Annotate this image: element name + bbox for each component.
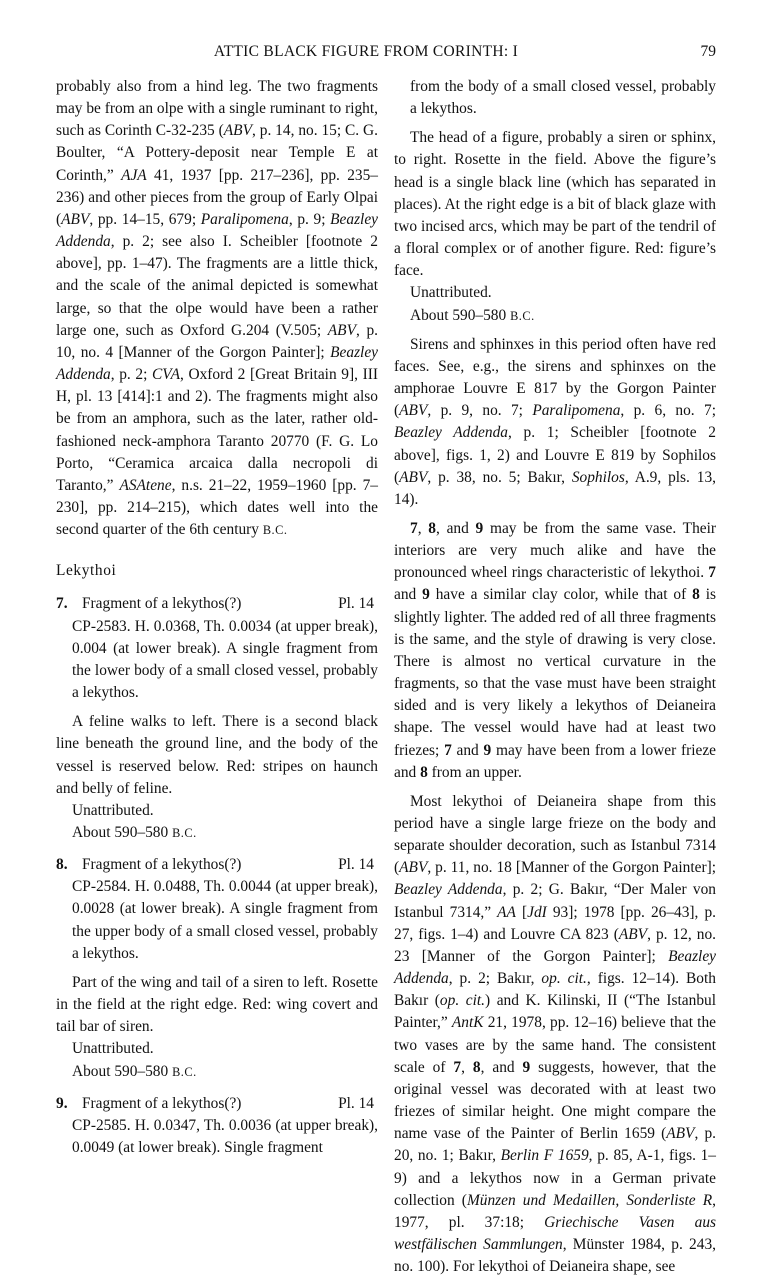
plate-reference: Pl. 14 xyxy=(338,1094,374,1112)
entry-title: Fragment of a lekythos(?) xyxy=(82,856,242,874)
entry-9-text: The head of a figure, probably a siren or sphinx, to right. Rosette in the field. Above the figure’s head is a single black line (which has separated in places). At the right edge is a bit of black glaze with two incised arcs, which may be part of the tendril of a floral complex or of another figure. Red: figure’s face. xyxy=(394,129,716,280)
entry-8-description: CP-2584. H. 0.0488, Th. 0.0044 (at upper break), 0.0028 (at lower break). A single fragment from the upper body of a small closed vessel, probably a lekythos. xyxy=(72,878,378,962)
entry-7-date: About 590–580 B.C. xyxy=(72,824,197,841)
entry-7-heading xyxy=(56,593,378,615)
entry-9-date: About 590–580 B.C. xyxy=(410,306,535,324)
entry-title: Fragment of a lekythos(?) xyxy=(82,595,242,613)
entry-9-attribution: Unattributed. xyxy=(410,284,492,302)
entry-9-description-continued: from the body of a small closed vessel, probably a lekythos. xyxy=(410,78,716,118)
paragraph-same-vase: 7, 8, and 9 may be from the same vase. Their interiors are very much alike and have the pronounced wheel rings characteristic of lekythoi. 7 and 9 have a similar clay color, while that of 8 is slightly lighter. The added red of all three fragments is the same, and the style of drawing is very close. There is almost no vertical curvature in the fragments, so that the vase must have been straight sided and is very likely a lekythos of Deianeira shape. The vessel would have had at least two friezes; 7 and 9 may have been from a lower frieze and 8 from an upper. xyxy=(394,519,717,781)
entry-7-description: CP-2583. H. 0.0368, Th. 0.0034 (at upper break), 0.004 (at lower break). A single fragment from the lower body of a small closed vessel, probably a lekythos. xyxy=(72,617,378,702)
section-heading: Lekythoi xyxy=(56,562,117,580)
entry-7-text: A feline walks to left. There is a second black line beneath the ground line, and the body of the vessel is reserved below. Red: stripes on haunch and belly of feline. xyxy=(56,713,378,797)
left-column xyxy=(56,76,378,1159)
plate-reference: Pl. 14 xyxy=(338,595,374,613)
plate-reference: Pl. 14 xyxy=(338,856,374,874)
entry-8-text: Part of the wing and tail of a siren to left. Rosette in the field at the right edge. Red: wing covert and tail bar of siren. xyxy=(56,973,378,1036)
entry-9-description: CP-2585. H. 0.0347, Th. 0.0036 (at upper break), 0.0049 (at lower break). Single fragment xyxy=(72,1116,378,1157)
entry-number: 7. xyxy=(56,595,68,613)
paragraph-sirens: Sirens and sphinxes in this period often have red faces. See, e.g., the sirens and sphinxes on the amphorae Louvre E 817 by the Gorgon Painter (ABV, p. 9, no. 7; Paralipomena, p. 6, no. 7; Beazley Addenda, p. 1; Scheibler [footnote 2 above], figs. 1, 2) and Louvre E 819 by Sophilos (ABV, p. 38, no. 5; Bakır, Sophilos, A.9, pls. 13, 14). xyxy=(394,335,716,508)
page-number: 79 xyxy=(700,43,716,60)
right-column xyxy=(394,76,716,1278)
paragraph-olpe: probably also from a hind leg. The two fragments may be from an olpe with a single ruminant to right, such as Corinth C-32-235 (ABV, p. 14, no. 15; C. G. Boulter, “A Pottery-deposit near Temple E at Corinth,” AJA 41, 1937 [pp. 217–236], pp. 235–236) and other pieces from the group of Early Olpai (ABV, pp. 14–15, 679; Paralipomena, p. 9; Beazley Addenda, p. 2; see also I. Scheibler [footnote 2 above], pp. 1–47). The fragments are a little thick, and the scale of the animal depicted is somewhat large, so that the olpe would have been a rather large one, such as Oxford G.204 (V.505; ABV, p. 10, no. 4 [Manner of the Gorgon Painter]; Beazley Addenda, p. 2; CVA, Oxford 2 [Great Britain 9], III H, pl. 13 [414]:1 and 2). The fragments might also be from an amphora, such as the later, rather old-fashioned neck-amphora Taranto 20770 (F. G. Lo Porto, “Ceramica arcaica dalla necropoli di Taranto,” ASAtene, n.s. 21–22, 1959–1960 [pp. 7–230], pp. 214–215), which dates well into the second quarter of the 6th century B.C. xyxy=(56,78,378,539)
entry-8-attribution: Unattributed. xyxy=(72,1040,154,1058)
entry-title: Fragment of a lekythos(?) xyxy=(82,1094,242,1112)
running-head: ATTIC BLACK FIGURE FROM CORINTH: I xyxy=(213,43,519,60)
entry-7-attribution: Unattributed. xyxy=(72,801,154,819)
paragraph-deianeira: Most lekythoi of Deianeira shape from this period have a single large frieze on the body and separate shoulder decoration, such as Istanbul 7314 (ABV, p. 11, no. 18 [Manner of the Gorgon Painter]; Beazley Addenda, p. 2; G. Bakır, “Der Maler von Istanbul 7314,” AA [JdI 93]; 1978 [pp. 26–43], p. 27, figs. 1–4) and Louvre CA 823 (ABV, p. 12, no. 23 [Manner of the Gorgon Painter]; Beazley Addenda, p. 2; Bakır, op. cit., figs. 12–14). Both Bakır (op. cit.) and K. Kilinski, II (“The Istanbul Painter,” AntK 21, 1978, pp. 12–16) believe that the two vases are by the same hand. The consistent scale of 7, 8, and 9 suggests, however, that the original vessel was decorated with at least two friezes of similar height. One might compare the name vase of the Painter of Berlin 1659 (ABV, p. 20, no. 1; Bakır, Berlin F 1659, p. 85, A-1, figs. 1–9) and a lekythos now in a German private collection (Münzen und Medaillen, Sonderliste R, 1977, pl. 37:18; Griechische Vasen aus westfälischen Sammlungen, Münster 1984, p. 243, no. 100). For lekythoi of Deianeira shape, see xyxy=(394,792,717,1276)
entry-number: 9. xyxy=(56,1094,68,1112)
page-header xyxy=(56,43,716,67)
entry-8-date: About 590–580 B.C. xyxy=(72,1062,197,1080)
entry-8-heading xyxy=(56,854,378,876)
entry-number: 8. xyxy=(56,856,68,874)
entry-9-heading xyxy=(56,1093,378,1115)
